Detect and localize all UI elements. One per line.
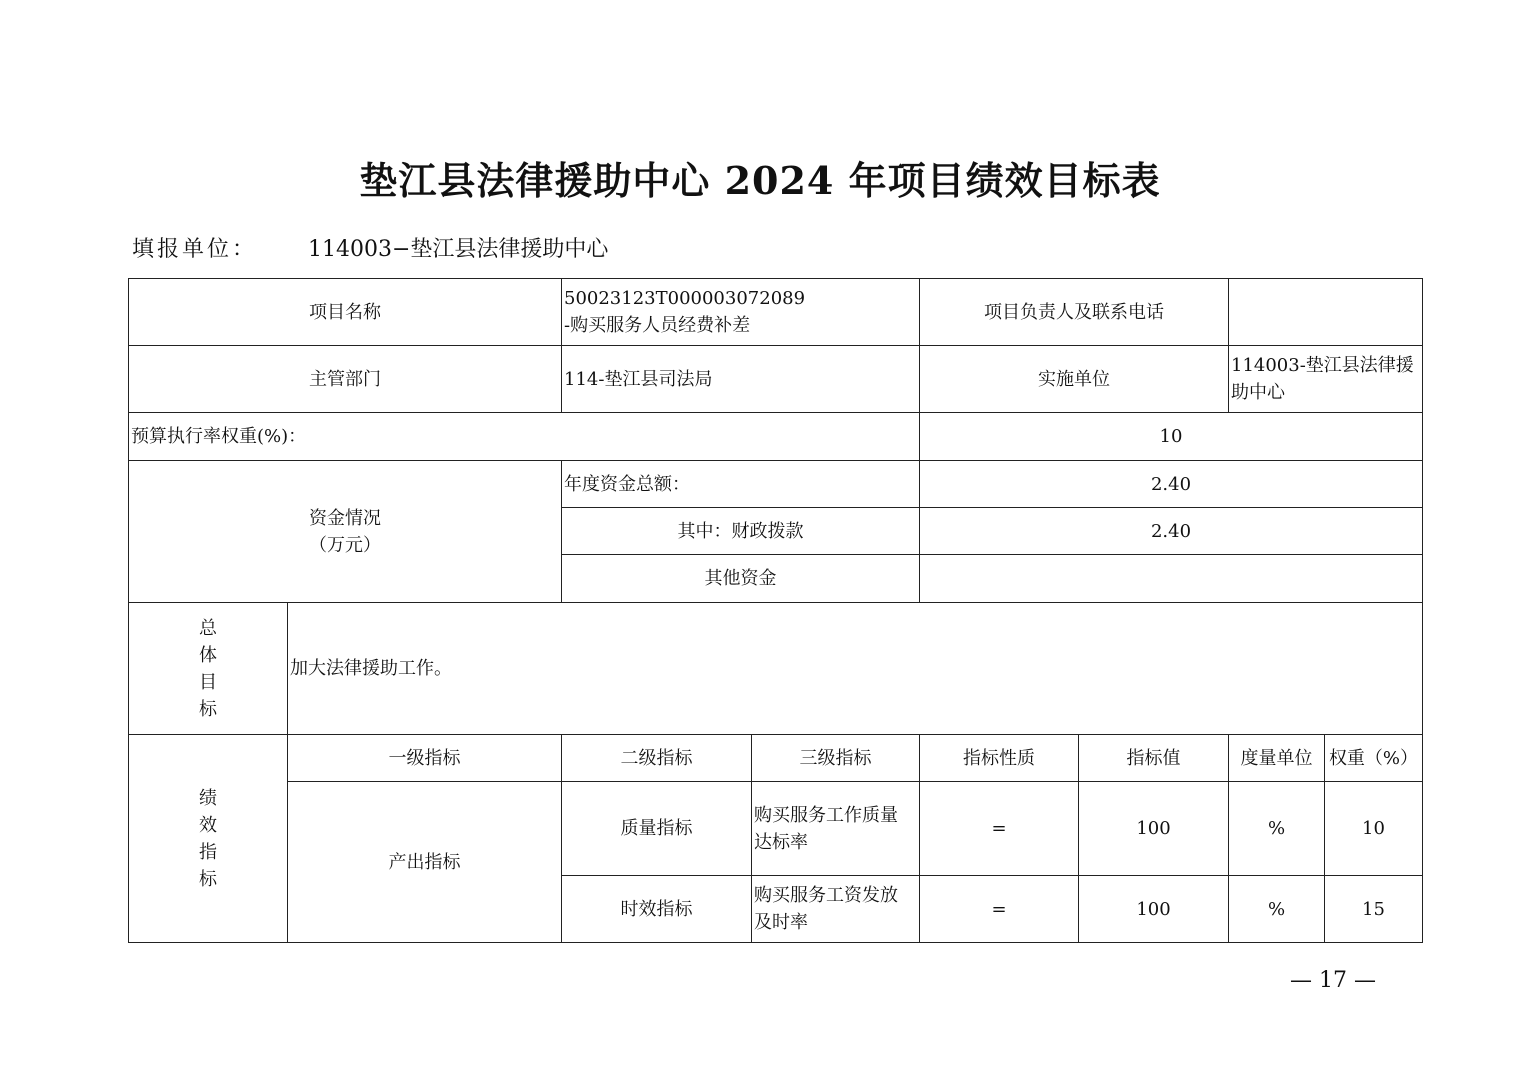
performance-indicator-label-char: 绩	[199, 787, 217, 809]
budget-weight-row	[129, 413, 1423, 461]
supervising-dept-label: 主管部门	[129, 346, 562, 413]
overall-goal-label-char: 体	[199, 644, 217, 666]
indicator-weight: 10	[1325, 782, 1423, 876]
supervising-dept-value: 114-垫江县司法局	[562, 346, 920, 413]
indicator-level3-line2: 达标率	[754, 831, 808, 853]
overall-goal-label-char: 目	[199, 671, 217, 693]
budget-weight-value: 10	[920, 413, 1423, 461]
indicator-level1: 产出指标	[288, 782, 562, 943]
indicator-level3-line2: 及时率	[754, 912, 808, 933]
performance-indicator-label-char: 指	[199, 841, 217, 863]
header-level2: 二级指标	[562, 735, 752, 782]
header-unit: 度量单位	[1229, 735, 1325, 782]
header-value: 指标值	[1079, 735, 1229, 782]
funds-total-row	[129, 461, 1423, 508]
funds-total-value: 2.40	[920, 461, 1423, 508]
project-name-value-line1: 50023123T000003072089	[564, 288, 806, 309]
indicator-unit: %	[1229, 876, 1325, 943]
project-name-value	[562, 279, 920, 346]
department-row	[129, 346, 1423, 413]
indicator-nature: =	[920, 782, 1079, 876]
funds-other-value	[920, 555, 1423, 603]
funds-fiscal-value: 2.40	[920, 508, 1423, 555]
indicator-level3-line1: 购买服务工资发放	[754, 885, 898, 906]
funds-label	[129, 461, 562, 603]
header-level1: 一级指标	[288, 735, 562, 782]
indicator-level2: 质量指标	[562, 782, 752, 876]
project-name-row	[129, 279, 1423, 346]
indicator-value: 100	[1079, 782, 1229, 876]
indicator-level3	[752, 876, 920, 943]
overall-goal-label	[129, 603, 288, 735]
implementing-unit-label: 实施单位	[920, 346, 1229, 413]
performance-indicator-label	[129, 735, 288, 943]
header-nature: 指标性质	[920, 735, 1079, 782]
indicator-value: 100	[1079, 876, 1229, 943]
indicator-level2: 时效指标	[562, 876, 752, 943]
reporting-unit	[132, 232, 608, 263]
header-weight: 权重（%）	[1325, 735, 1423, 782]
indicator-level3-line1: 购买服务工作质量	[754, 804, 898, 826]
page-number: — 17 —	[1290, 968, 1376, 993]
overall-goal-content: 加大法律援助工作。	[288, 603, 1423, 735]
page-title: 垫江县法律援助中心 2024 年项目绩效目标表	[359, 158, 1161, 203]
reporting-unit-value: 114003−垫江县法律援助中心	[308, 237, 609, 262]
project-contact-label: 项目负责人及联系电话	[920, 279, 1229, 346]
indicator-level3	[752, 782, 920, 876]
performance-indicator-label-char: 标	[199, 868, 217, 890]
project-name-value-line2: -购买服务人员经费补差	[564, 315, 751, 336]
indicator-unit: %	[1229, 782, 1325, 876]
overall-goal-label-char: 标	[199, 698, 217, 720]
funds-other-label: 其他资金	[562, 555, 920, 603]
overall-goal-row	[129, 603, 1423, 735]
project-contact-value	[1229, 279, 1423, 346]
overall-goal-label-char: 总	[199, 617, 217, 639]
funds-label-line1: 资金情况	[309, 507, 381, 529]
budget-weight-label: 预算执行率权重(%)：	[129, 413, 920, 461]
implementing-unit-value	[1229, 346, 1423, 413]
funds-total-label: 年度资金总额：	[562, 461, 920, 508]
indicator-header-row	[129, 735, 1423, 782]
funds-label-line2: （万元）	[309, 534, 381, 556]
implementing-unit-value-line2: 助中心	[1231, 382, 1285, 403]
project-name-label: 项目名称	[129, 279, 562, 346]
implementing-unit-value-line1: 114003-垫江县法律援	[1231, 355, 1414, 376]
indicator-row	[129, 782, 1423, 876]
indicator-weight: 15	[1325, 876, 1423, 943]
funds-fiscal-label: 其中：财政拨款	[562, 508, 920, 555]
reporting-unit-label: 填报单位：	[132, 237, 258, 262]
header-level3: 三级指标	[752, 735, 920, 782]
performance-target-table	[128, 278, 1423, 943]
performance-indicator-label-char: 效	[199, 814, 217, 836]
indicator-nature: =	[920, 876, 1079, 943]
